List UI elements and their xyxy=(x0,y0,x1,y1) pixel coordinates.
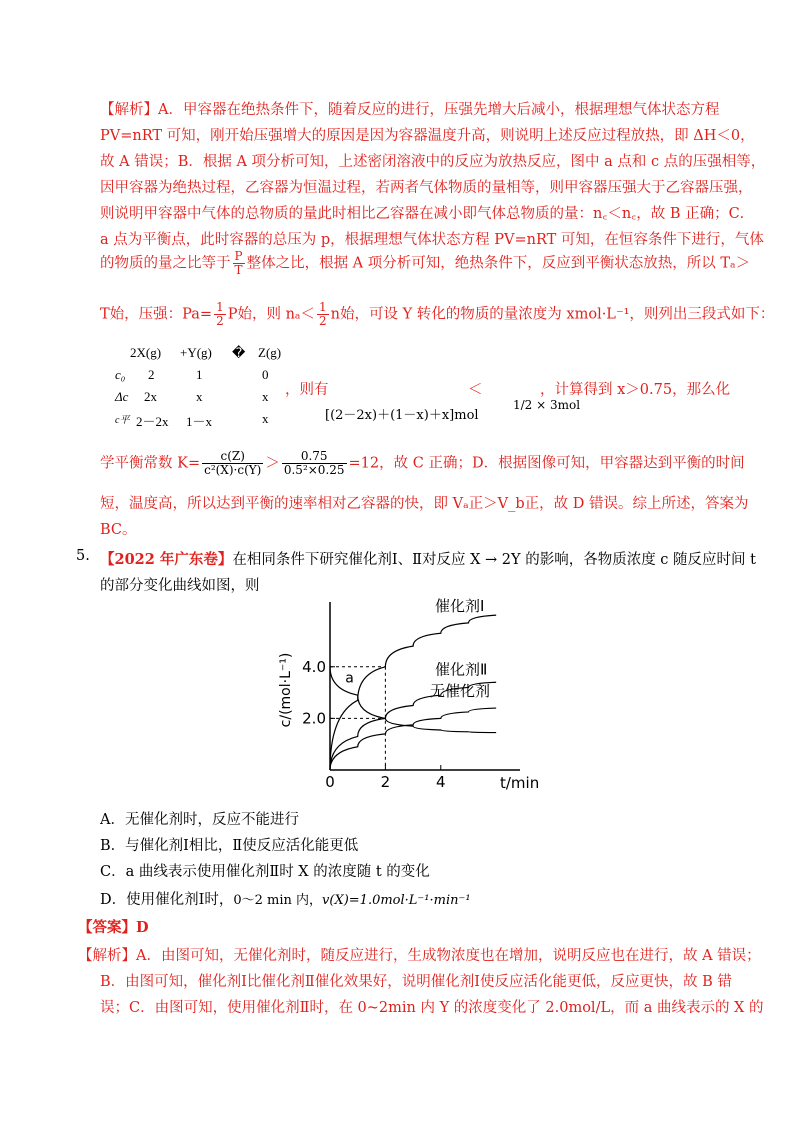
table-row-label: Δc xyxy=(115,389,129,404)
x-axis-label: t/min xyxy=(500,774,540,792)
x-tick-label: 2 xyxy=(380,773,391,791)
x-tick-label: 0 xyxy=(325,773,335,791)
text-segment: 学平衡常数 K= xyxy=(100,455,201,472)
fraction-half xyxy=(317,301,329,328)
series-label-1: 催化剂Ⅱ xyxy=(435,660,488,679)
table-cell: x xyxy=(196,389,203,404)
option-d-range: 0～2 min 内， xyxy=(233,893,323,908)
table-cell: x xyxy=(262,411,269,426)
table-cell: 1－x xyxy=(186,414,213,429)
table-header-cell: Z(g) xyxy=(258,345,282,360)
frac-num: 0.75 xyxy=(282,450,347,464)
text-segment: 的物质的量之比等于 xyxy=(100,255,231,272)
frac-den: T xyxy=(234,263,243,277)
text-segment: P始，则 nₐ＜ xyxy=(227,306,316,323)
analysis1-line10 xyxy=(100,450,745,477)
table-header-cell: 2X(g) xyxy=(130,345,162,360)
fraction-k xyxy=(202,450,263,477)
sum-expression: [(2－2x)＋(1－x)＋x]mol xyxy=(325,408,479,423)
table-header-cell: +Y(g) xyxy=(180,345,212,360)
half-times-3mol: 1/2 × 3mol xyxy=(513,398,581,412)
y-tick-label: 2.0 xyxy=(302,709,326,728)
text-segment: =12，故 C 正确；D．根据图像可知，甲容器达到平衡的时间 xyxy=(348,455,745,472)
analysis2-line2: B．由图可知，催化剂Ⅰ比催化剂Ⅱ催化效果好，说明催化剂Ⅰ使反应活化能更低，反应更快，故 B 错 xyxy=(100,974,732,990)
question-line2: 的部分变化曲线如图，则 xyxy=(100,578,260,594)
option-d-text: D．使用催化剂Ⅰ时， xyxy=(100,892,234,908)
analysis1-line8 xyxy=(100,301,774,328)
y-tick-label: 4.0 xyxy=(302,657,326,676)
analysis1-line7 xyxy=(100,250,750,277)
text-segment: n始，可设 Y 转化的物质的量浓度为 xmol·L⁻¹，则列出三段式如下： xyxy=(330,306,775,323)
option-a: A．无催化剂时，反应不能进行 xyxy=(100,812,299,828)
table-cell: 0 xyxy=(262,367,269,382)
analysis1-line11: 短，温度高，所以达到平衡的速率相对乙容器的快，即 Vₐ正＞V_b正，故 D 错误。综上所述，答案为 xyxy=(100,496,749,512)
text-segment: ＞ xyxy=(265,455,280,472)
option-d-rate: v(X)=1.0mol·L⁻¹·min⁻¹ xyxy=(322,893,471,908)
analysis1-line1: 【解析】A．甲容器在绝热条件下，随着反应的进行，压强先增大后减小，根据理想气体状态方程 xyxy=(100,102,720,118)
table-cell: 2－2x xyxy=(136,414,169,429)
analysis1-line2: PV=nRT 可知，刚开始压强增大的原因是因为容器温度升高，则说明上述反应过程放热，即 ΔH＜0， xyxy=(100,128,755,144)
table-header-cell: � xyxy=(232,345,246,360)
question-line1 xyxy=(100,548,756,569)
frac-num: P xyxy=(234,249,243,263)
option-d xyxy=(100,888,471,909)
question-number: 5. xyxy=(76,548,90,564)
analysis2-line1: 【解析】A．由图可知，无催化剂时，随反应进行，生成物浓度也在增加，说明反应也在进行，故 A 错误； xyxy=(78,948,761,964)
table-cell: 2x xyxy=(144,389,157,404)
text-segment: 整体之比，根据 A 项分析可知，绝热条件下，反应到平衡状态放热，所以 Tₐ＞ xyxy=(246,255,751,272)
analysis1-line12: BC。 xyxy=(100,522,137,538)
frac-num: 1 xyxy=(216,300,224,314)
fraction-p-t xyxy=(233,250,245,277)
analysis1-line4: 因甲容器为绝热过程，乙容器为恒温过程，若两者气体物质的量相等，则甲容器压强大于乙容器压强， xyxy=(100,180,753,196)
analysis1-line5: 则说明甲容器中气体的总物质的量此时相比乙容器在减小即气体总物质的量：n꜀＜n꜀，故 B 正确；C． xyxy=(100,206,755,222)
answer-label: 【答案】D xyxy=(78,919,149,936)
point-label-a: a xyxy=(345,670,354,687)
fraction-value xyxy=(282,450,347,477)
table-cell: x xyxy=(262,389,269,404)
text-zeyou: ，则有 xyxy=(285,382,329,398)
frac-den: c²(X)·c(Y) xyxy=(204,463,262,477)
question-text: 在相同条件下研究催化剂Ⅰ、Ⅱ对反应 X → 2Y 的影响，各物质浓度 c 随反应时间 t xyxy=(232,552,756,568)
table-cell: 2 xyxy=(148,367,155,382)
concentration-time-chart xyxy=(270,597,540,800)
question-source: 【2022 年广东卷】 xyxy=(100,551,233,568)
option-c: C．a 曲线表示使用催化剂Ⅱ时 X 的浓度随 t 的变化 xyxy=(100,864,430,880)
frac-den: 0.5²×0.25 xyxy=(283,463,345,477)
frac-den: 2 xyxy=(216,314,224,328)
text-segment: T始，压强：Pa= xyxy=(100,306,213,323)
table-row-label: c₀ xyxy=(115,367,126,382)
fraction-half xyxy=(214,301,226,328)
frac-num: c(Z) xyxy=(202,450,263,464)
series-label-2: 无催化剂 xyxy=(430,682,491,701)
frac-num: 1 xyxy=(319,300,327,314)
analysis1-line3: 故 A 错误；B．根据 A 项分析可知，上述密闭溶液中的反应为放热反应，图中 a 点和 c 点的压强相等， xyxy=(100,154,766,170)
option-b: B．与催化剂Ⅰ相比，Ⅱ使反应活化能更低 xyxy=(100,838,359,854)
frac-den: 2 xyxy=(319,314,327,328)
table-cell: 1 xyxy=(196,367,203,382)
table-row-label: c平 xyxy=(115,415,130,426)
series-line-2 xyxy=(330,708,496,770)
analysis1-line6: a 点为平衡点，此时容器的总压为 p，根据理想气体状态方程 PV=nRT 可知，在恒容条件下进行，气体 xyxy=(100,232,764,248)
series-label-0: 催化剂Ⅰ xyxy=(435,597,485,616)
analysis2-line3: 误；C．由图可知，使用催化剂Ⅱ时，在 0~2min 内 Y 的浓度变化了 2.0mol/L，而 a 曲线表示的 X 的 xyxy=(100,1000,764,1016)
y-axis-label: c/(mol·L⁻¹) xyxy=(278,652,294,728)
text-result: ，计算得到 x＞0.75，那么化 xyxy=(540,382,731,398)
less-than-sign: ＜ xyxy=(468,382,483,398)
x-tick-label: 4 xyxy=(435,773,446,791)
